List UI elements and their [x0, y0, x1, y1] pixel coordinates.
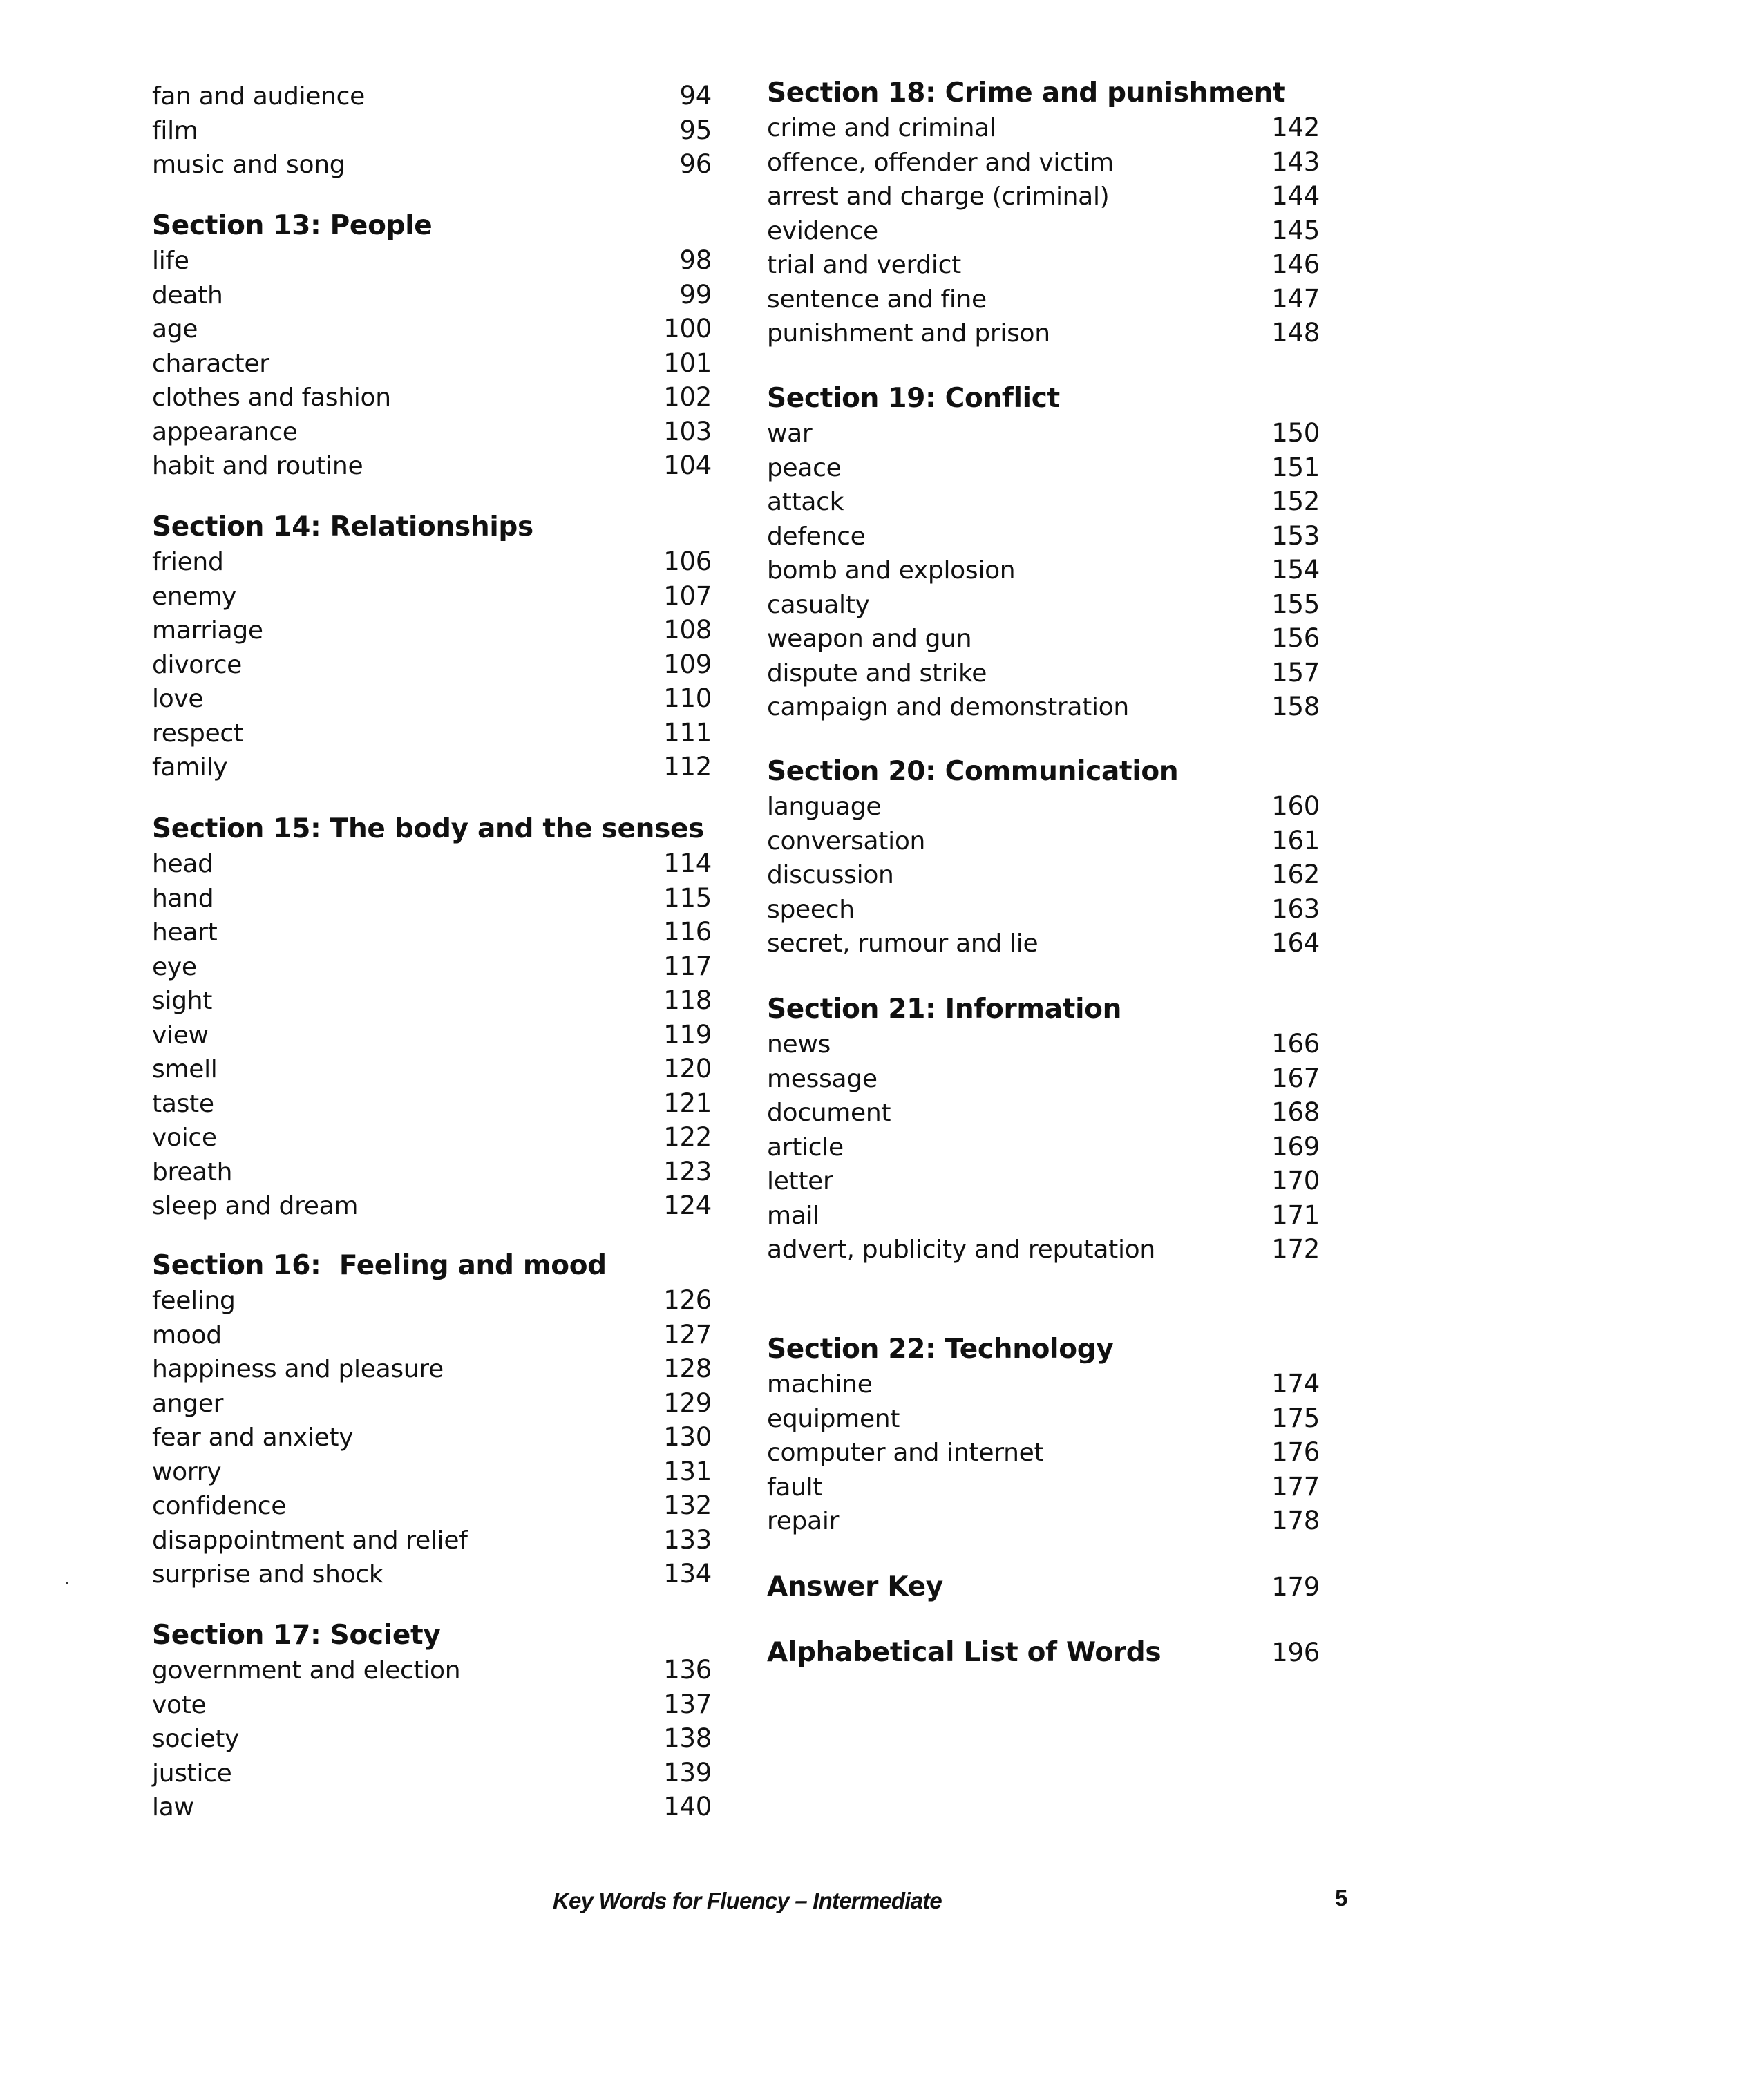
- entry-label: age: [152, 315, 198, 343]
- entry-label: weapon and gun: [767, 625, 972, 653]
- toc-entry: [767, 824, 1320, 858]
- entry-page: 158: [1271, 692, 1320, 721]
- entry-page: 162: [1271, 860, 1320, 889]
- toc-entry: [767, 1232, 1320, 1267]
- entry-label: respect: [152, 719, 243, 748]
- toc-section-20: [767, 755, 1320, 960]
- entry-page: 152: [1271, 486, 1320, 516]
- section-heading: Section 18: Crime and punishment: [767, 77, 1286, 108]
- section-heading: Section 15: The body and the senses: [152, 813, 705, 844]
- entry-label: worry: [152, 1457, 222, 1486]
- toc-entry: [767, 1198, 1320, 1233]
- entry-page: 129: [663, 1388, 712, 1418]
- toc-entry: [767, 1367, 1320, 1401]
- toc-entry: [767, 621, 1320, 656]
- toc-entry: [767, 1504, 1320, 1538]
- entry-page: 176: [1271, 1437, 1320, 1467]
- toc-entry: [152, 1488, 712, 1523]
- toc-entry: [767, 1570, 1320, 1605]
- toc-entry: [152, 1420, 712, 1455]
- entry-page: 94: [679, 81, 712, 111]
- entry-label: confidence: [152, 1492, 287, 1520]
- entry-label: friend: [152, 548, 224, 576]
- entry-page: 160: [1271, 791, 1320, 821]
- toc-entry: [152, 647, 712, 682]
- toc-entry: [767, 587, 1320, 622]
- entry-page: 145: [1271, 215, 1320, 245]
- entry-page: 115: [663, 882, 712, 913]
- entry-page: 118: [663, 985, 712, 1015]
- entry-page: 140: [663, 1792, 712, 1821]
- section-heading: Section 13: People: [152, 210, 433, 241]
- entry-page: 99: [679, 279, 712, 310]
- entry-page: 103: [663, 416, 712, 446]
- toc-entry: [767, 892, 1320, 927]
- entry-label: love: [152, 685, 204, 713]
- toc-entry: [152, 147, 712, 182]
- entry-page: 112: [663, 752, 712, 782]
- entry-page: 172: [1271, 1234, 1320, 1264]
- toc-entry: [767, 789, 1320, 824]
- toc-entry: [767, 1061, 1320, 1096]
- section-heading: Section 20: Communication: [767, 756, 1179, 787]
- entry-page: 147: [1271, 283, 1320, 314]
- entry-label: war: [767, 419, 813, 448]
- entry-page: 168: [1271, 1097, 1320, 1127]
- entry-label: campaign and demonstration: [767, 693, 1129, 721]
- toc-entry: [767, 1130, 1320, 1164]
- toc-entry: [767, 656, 1320, 690]
- toc-entry: [767, 1027, 1320, 1061]
- entry-page: 167: [1271, 1063, 1320, 1093]
- entry-label: crime and criminal: [767, 114, 996, 142]
- toc-entry: [152, 448, 712, 483]
- entry-page: 177: [1271, 1471, 1320, 1502]
- entry-page: 100: [663, 314, 712, 343]
- toc-entry: [152, 579, 712, 614]
- toc-entry: [767, 111, 1320, 145]
- entry-page: 150: [1271, 418, 1320, 448]
- toc-entry: [152, 915, 712, 949]
- toc-entry: [767, 553, 1320, 587]
- toc-continued-entries: [152, 79, 712, 182]
- entry-label: sleep and dream: [152, 1192, 359, 1220]
- entry-label: secret, rumour and lie: [767, 929, 1039, 958]
- entry-page: 111: [663, 717, 712, 748]
- toc-entry: [767, 1164, 1320, 1198]
- entry-label: computer and internet: [767, 1439, 1044, 1467]
- toc-entry: [152, 1687, 712, 1722]
- entry-page: 98: [679, 245, 712, 275]
- toc-entry: [767, 1636, 1320, 1670]
- entry-page: 136: [663, 1655, 712, 1685]
- entry-page: 117: [663, 951, 712, 981]
- entry-label: article: [767, 1133, 844, 1162]
- section-heading: Section 16: Feeling and mood: [152, 1250, 607, 1281]
- entry-label: arrest and charge (criminal): [767, 182, 1110, 211]
- entry-page: 107: [663, 580, 712, 611]
- section-heading: Section 17: Society: [152, 1620, 441, 1651]
- entry-label: evidence: [767, 216, 878, 245]
- toc-section-18: [767, 76, 1320, 350]
- entry-label: eye: [152, 952, 197, 981]
- toc-entry: [152, 1653, 712, 1687]
- entry-label: defence: [767, 522, 866, 551]
- entry-page: 109: [663, 649, 712, 679]
- toc-entry: [767, 316, 1320, 350]
- toc-entry: [152, 681, 712, 716]
- toc-entry: [767, 247, 1320, 282]
- entry-label: happiness and pleasure: [152, 1355, 444, 1383]
- toc-entry: [152, 1455, 712, 1489]
- entry-label: habit and routine: [152, 452, 363, 480]
- entry-page: 170: [1271, 1166, 1320, 1195]
- toc-entry: [152, 1283, 712, 1318]
- toc-entry: [767, 145, 1320, 180]
- entry-label: law: [152, 1793, 194, 1821]
- entry-label: enemy: [152, 582, 236, 611]
- entry-label: fan and audience: [152, 82, 366, 111]
- entry-label: dispute and strike: [767, 659, 987, 688]
- entry-page: 146: [1271, 249, 1320, 279]
- toc-entry: [767, 214, 1320, 248]
- toc-entry: [152, 1189, 712, 1223]
- toc-entry: [152, 1756, 712, 1790]
- entry-label: sentence and fine: [767, 285, 987, 314]
- entry-page: 106: [663, 547, 712, 576]
- toc-entry: [767, 926, 1320, 960]
- entry-label: fault: [767, 1473, 823, 1502]
- entry-page: 196: [1271, 1638, 1320, 1667]
- entry-page: 175: [1271, 1403, 1320, 1433]
- entry-label: heart: [152, 918, 218, 947]
- toc-entry: [767, 690, 1320, 724]
- entry-page: 134: [663, 1559, 712, 1589]
- entry-label: family: [152, 753, 228, 782]
- toc-entry: [152, 1052, 712, 1086]
- entry-page: 143: [1271, 146, 1320, 177]
- toc-entry: [152, 79, 712, 113]
- entry-label: feeling: [152, 1287, 236, 1315]
- entry-page: 156: [1271, 623, 1320, 653]
- toc-entry: [152, 1721, 712, 1756]
- section-heading: Section 14: Relationships: [152, 511, 533, 542]
- entry-page: 138: [663, 1723, 712, 1753]
- entry-label: surprise and shock: [152, 1560, 383, 1589]
- toc-entry: [152, 1018, 712, 1052]
- toc-entry: [152, 278, 712, 312]
- entry-page: 114: [663, 849, 712, 878]
- toc-entry: [767, 1401, 1320, 1436]
- entry-label: speech: [767, 895, 855, 924]
- toc-entry: [152, 613, 712, 647]
- entry-label: fear and anxiety: [152, 1423, 354, 1452]
- entry-label: advert, publicity and reputation: [767, 1236, 1155, 1264]
- entry-label: casualty: [767, 590, 870, 619]
- entry-page: 164: [1271, 928, 1320, 958]
- entry-page: 148: [1271, 318, 1320, 348]
- toc-entry: [767, 282, 1320, 316]
- entry-page: 174: [1271, 1369, 1320, 1399]
- entry-label: breath: [152, 1157, 233, 1186]
- entry-page: 166: [1271, 1029, 1320, 1059]
- entry-label: society: [152, 1725, 240, 1753]
- entry-page: 121: [663, 1088, 712, 1118]
- entry-label: head: [152, 850, 214, 878]
- toc-section-17: [152, 1618, 712, 1824]
- entry-page: 127: [663, 1319, 712, 1350]
- entry-label: mail: [767, 1201, 819, 1230]
- toc-entry: [152, 983, 712, 1018]
- entry-label: repair: [767, 1507, 840, 1535]
- toc-entry: [767, 858, 1320, 892]
- toc-section-22: [767, 1332, 1320, 1538]
- entry-label: life: [152, 247, 189, 275]
- toc-entry: [152, 1155, 712, 1189]
- toc-section-21: [767, 992, 1320, 1267]
- toc-entry: [152, 1523, 712, 1558]
- footer-book-title: Key Words for Fluency – Intermediate: [553, 1888, 942, 1913]
- section-heading: Section 19: Conflict: [767, 383, 1060, 414]
- entry-label: justice: [152, 1759, 232, 1788]
- section-heading: Section 22: Technology: [767, 1334, 1114, 1365]
- entry-page: 128: [663, 1354, 712, 1383]
- entry-label: letter: [767, 1167, 833, 1195]
- entry-page: 116: [663, 917, 712, 947]
- entry-label: machine: [767, 1370, 873, 1399]
- toc-entry: [152, 1120, 712, 1155]
- toc-entry: [152, 346, 712, 381]
- entry-page: 163: [1271, 893, 1320, 924]
- entry-label: trial and verdict: [767, 251, 961, 279]
- entry-page: 171: [1271, 1200, 1320, 1230]
- entry-page: 124: [663, 1191, 712, 1220]
- scan-speck: [66, 1582, 68, 1584]
- toc-section-19: [767, 381, 1320, 724]
- entry-page: 155: [1271, 589, 1320, 619]
- toc-section-13: [152, 209, 712, 483]
- entry-label: appearance: [152, 417, 298, 446]
- entry-label: offence, offender and victim: [767, 148, 1114, 177]
- entry-label: view: [152, 1021, 209, 1050]
- entry-page: 153: [1271, 520, 1320, 551]
- entry-label: disappointment and relief: [152, 1526, 468, 1555]
- entry-label: marriage: [152, 616, 263, 645]
- toc-entry: [152, 312, 712, 346]
- entry-label: equipment: [767, 1404, 900, 1433]
- entry-page: 96: [679, 149, 712, 179]
- toc-entry: [767, 484, 1320, 519]
- toc-entry: [767, 451, 1320, 485]
- entry-label: vote: [152, 1690, 207, 1719]
- toc-entry: [152, 949, 712, 984]
- entry-label: conversation: [767, 826, 926, 855]
- toc-answer-key: [767, 1570, 1320, 1605]
- entry-label: taste: [152, 1089, 214, 1118]
- toc-entry: [767, 416, 1320, 451]
- toc-entry: [152, 243, 712, 278]
- entry-page: 132: [663, 1490, 712, 1520]
- toc-section-16: [152, 1249, 712, 1591]
- entry-label: message: [767, 1064, 878, 1093]
- toc-entry: [152, 750, 712, 784]
- entry-label: music and song: [152, 151, 345, 179]
- entry-label: government and election: [152, 1656, 461, 1685]
- entry-page: 131: [663, 1456, 712, 1486]
- toc-entry: [152, 1086, 712, 1121]
- toc-entry: [152, 113, 712, 148]
- entry-page: 102: [663, 382, 712, 412]
- toc-section-15: [152, 812, 712, 1223]
- entry-page: 169: [1271, 1131, 1320, 1162]
- toc-entry: [152, 881, 712, 916]
- entry-page: 126: [663, 1285, 712, 1315]
- toc-section-14: [152, 510, 712, 784]
- toc-entry: [152, 1790, 712, 1824]
- entry-page: 161: [1271, 825, 1320, 855]
- section-heading: Section 21: Information: [767, 994, 1122, 1025]
- entry-page: 144: [1271, 181, 1320, 211]
- entry-page: 123: [663, 1156, 712, 1186]
- footer-page-number: 5: [1335, 1885, 1348, 1911]
- toc-entry: [152, 1352, 712, 1386]
- entry-label: bomb and explosion: [767, 556, 1016, 585]
- toc-alphabetical-list: [767, 1636, 1320, 1670]
- toc-entry: [152, 380, 712, 415]
- entry-label: punishment and prison: [767, 319, 1050, 348]
- toc-entry: [152, 846, 712, 881]
- entry-label: clothes and fashion: [152, 384, 391, 412]
- entry-label: peace: [767, 453, 842, 482]
- toc-entry: [767, 1095, 1320, 1130]
- entry-label: smell: [152, 1055, 218, 1083]
- entry-label: Answer Key: [767, 1571, 943, 1602]
- entry-label: language: [767, 793, 882, 821]
- toc-entry: [767, 1470, 1320, 1504]
- toc-entry: [152, 1318, 712, 1352]
- entry-label: attack: [767, 488, 844, 516]
- entry-page: 151: [1271, 452, 1320, 482]
- entry-label: hand: [152, 884, 214, 913]
- entry-page: 179: [1271, 1572, 1320, 1602]
- entry-page: 157: [1271, 657, 1320, 688]
- entry-label: mood: [152, 1321, 222, 1350]
- entry-page: 104: [663, 451, 712, 480]
- entry-label: film: [152, 116, 198, 145]
- entry-page: 178: [1271, 1506, 1320, 1535]
- entry-page: 130: [663, 1422, 712, 1452]
- entry-page: 108: [663, 615, 712, 645]
- entry-page: 120: [663, 1054, 712, 1083]
- entry-label: document: [767, 1099, 891, 1127]
- toc-entry: [152, 415, 712, 449]
- entry-page: 133: [663, 1524, 712, 1555]
- toc-entry: [767, 519, 1320, 553]
- entry-page: 122: [663, 1122, 712, 1152]
- entry-label: divorce: [152, 650, 243, 679]
- toc-entry: [767, 1435, 1320, 1470]
- entry-label: death: [152, 281, 223, 310]
- entry-page: 95: [679, 115, 712, 145]
- entry-label: sight: [152, 987, 213, 1015]
- toc-entry: [767, 179, 1320, 214]
- toc-entry: [152, 1386, 712, 1421]
- toc-entry: [152, 1557, 712, 1591]
- entry-page: 139: [663, 1757, 712, 1788]
- entry-label: voice: [152, 1124, 217, 1152]
- entry-label: discussion: [767, 861, 894, 889]
- toc-entry: [152, 545, 712, 579]
- entry-page: 137: [663, 1689, 712, 1719]
- entry-label: Alphabetical List of Words: [767, 1637, 1161, 1668]
- toc-entry: [152, 716, 712, 750]
- entry-label: character: [152, 349, 269, 378]
- entry-label: news: [767, 1030, 831, 1059]
- entry-label: anger: [152, 1389, 224, 1418]
- entry-page: 110: [663, 683, 712, 713]
- entry-page: 119: [663, 1019, 712, 1050]
- entry-page: 154: [1271, 555, 1320, 585]
- entry-page: 101: [663, 348, 712, 378]
- entry-page: 142: [1271, 113, 1320, 142]
